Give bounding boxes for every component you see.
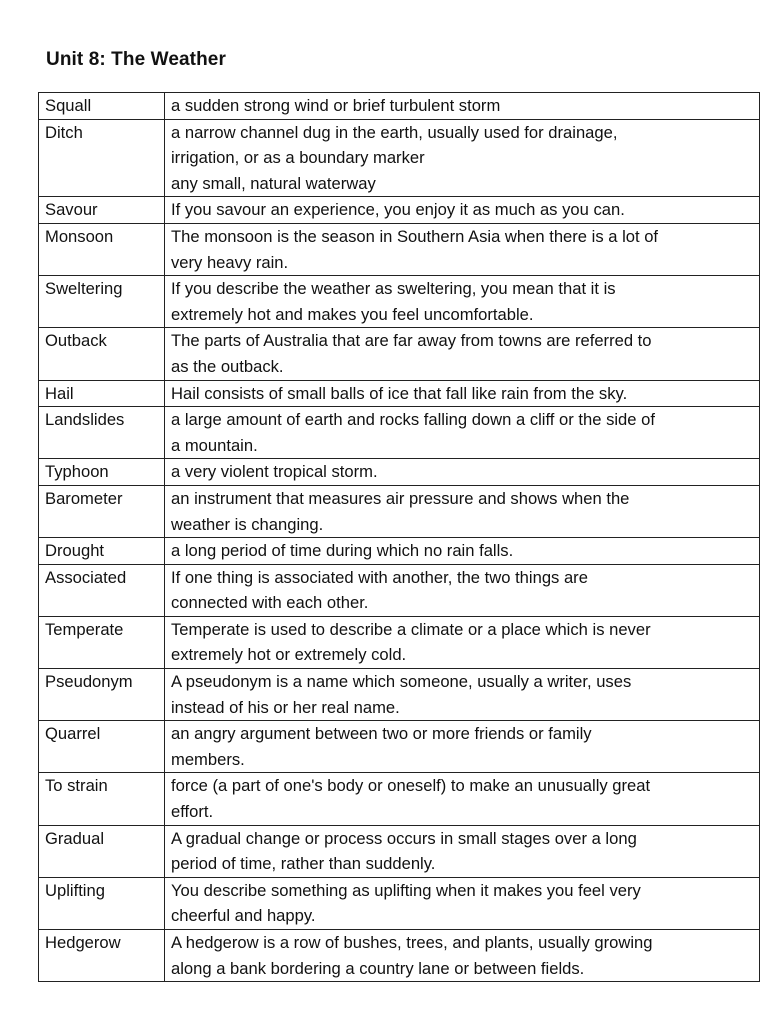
definition-cell: a narrow channel dug in the earth, usually used for drainage, irrigation, or as a boundary marker any small, natural waterway xyxy=(165,119,760,197)
term-cell: Sweltering xyxy=(39,276,165,328)
definition-cell: a large amount of earth and rocks falling down a cliff or the side of a mountain. xyxy=(165,407,760,459)
definition-cell: A pseudonym is a name which someone, usually a writer, uses instead of his or her real name. xyxy=(165,669,760,721)
table-row xyxy=(39,877,760,929)
definition-cell: If you savour an experience, you enjoy it as much as you can. xyxy=(165,197,760,224)
definition-cell: If you describe the weather as sweltering, you mean that it is extremely hot and makes you feel uncomfortable. xyxy=(165,276,760,328)
definition-cell: The parts of Australia that are far away from towns are referred to as the outback. xyxy=(165,328,760,380)
table-row xyxy=(39,930,760,982)
table-row xyxy=(39,328,760,380)
definition-cell: an angry argument between two or more friends or family members. xyxy=(165,721,760,773)
table-row xyxy=(39,538,760,565)
definition-cell: an instrument that measures air pressure and shows when the weather is changing. xyxy=(165,485,760,537)
term-cell: Landslides xyxy=(39,407,165,459)
table-row xyxy=(39,459,760,486)
term-cell: Barometer xyxy=(39,485,165,537)
definition-cell: a long period of time during which no rain falls. xyxy=(165,538,760,565)
table-row xyxy=(39,119,760,197)
term-cell: Hedgerow xyxy=(39,930,165,982)
term-cell: Savour xyxy=(39,197,165,224)
definition-cell: A hedgerow is a row of bushes, trees, and plants, usually growing along a bank bordering a country lane or between fields. xyxy=(165,930,760,982)
definition-cell: If one thing is associated with another, the two things are connected with each other. xyxy=(165,564,760,616)
term-cell: Uplifting xyxy=(39,877,165,929)
term-cell: Associated xyxy=(39,564,165,616)
table-row xyxy=(39,616,760,668)
table-row xyxy=(39,223,760,275)
definition-cell: a very violent tropical storm. xyxy=(165,459,760,486)
term-cell: Typhoon xyxy=(39,459,165,486)
term-cell: Hail xyxy=(39,380,165,407)
table-row xyxy=(39,407,760,459)
definition-cell: The monsoon is the season in Southern Asia when there is a lot of very heavy rain. xyxy=(165,223,760,275)
table-row xyxy=(39,380,760,407)
term-cell: Quarrel xyxy=(39,721,165,773)
definition-cell: force (a part of one's body or oneself) to make an unusually great effort. xyxy=(165,773,760,825)
definition-cell: A gradual change or process occurs in small stages over a long period of time, rather than suddenly. xyxy=(165,825,760,877)
table-row xyxy=(39,773,760,825)
table-row xyxy=(39,825,760,877)
page-title: Unit 8: The Weather xyxy=(46,49,226,70)
vocabulary-table xyxy=(38,92,760,982)
term-cell: Outback xyxy=(39,328,165,380)
table-row xyxy=(39,485,760,537)
definition-cell: You describe something as uplifting when it makes you feel very cheerful and happy. xyxy=(165,877,760,929)
table-row xyxy=(39,276,760,328)
term-cell: To strain xyxy=(39,773,165,825)
term-cell: Drought xyxy=(39,538,165,565)
definition-cell: Temperate is used to describe a climate or a place which is never extremely hot or extremely cold. xyxy=(165,616,760,668)
table-row xyxy=(39,669,760,721)
term-cell: Gradual xyxy=(39,825,165,877)
term-cell: Temperate xyxy=(39,616,165,668)
definition-cell: a sudden strong wind or brief turbulent storm xyxy=(165,93,760,120)
table-row xyxy=(39,721,760,773)
term-cell: Monsoon xyxy=(39,223,165,275)
table-row xyxy=(39,197,760,224)
term-cell: Pseudonym xyxy=(39,669,165,721)
table-row xyxy=(39,93,760,120)
table-row xyxy=(39,564,760,616)
term-cell: Squall xyxy=(39,93,165,120)
definition-cell: Hail consists of small balls of ice that fall like rain from the sky. xyxy=(165,380,760,407)
term-cell: Ditch xyxy=(39,119,165,197)
